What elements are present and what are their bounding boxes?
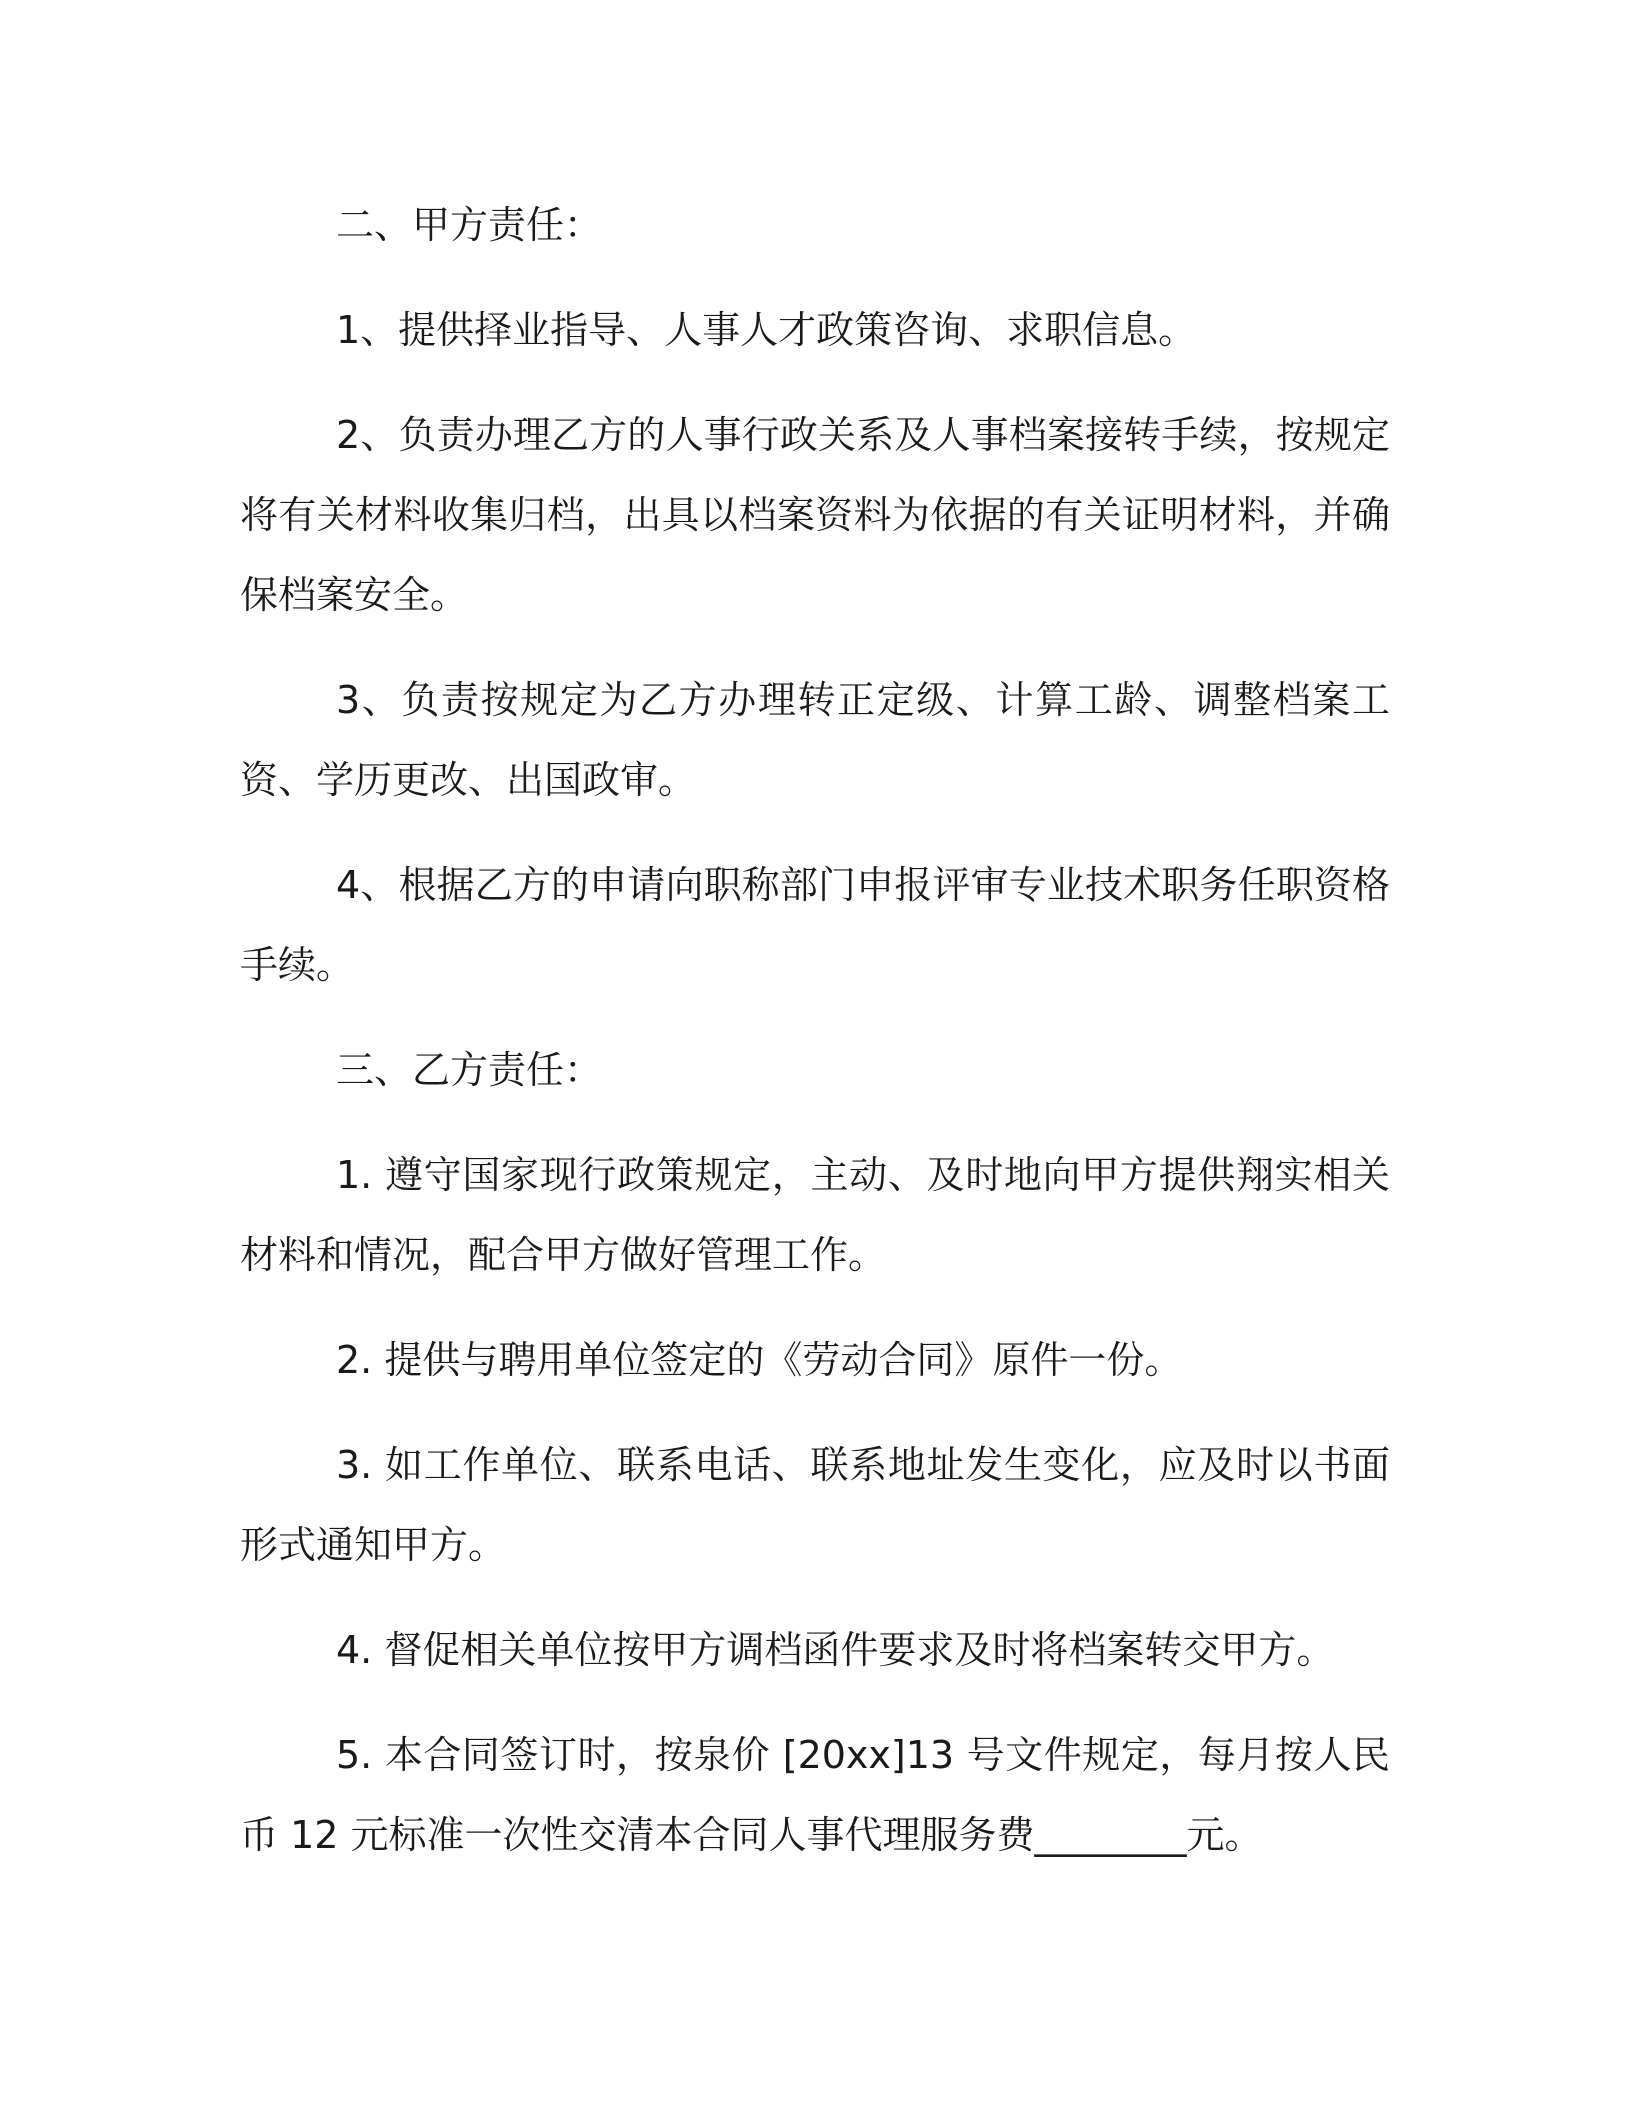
- document-body: [240, 185, 1390, 1900]
- section-heading-party-a: 二、甲方责任：: [336, 203, 603, 247]
- party-b-clause-1: 1. 遵守国家现行政策规定，主动、及时地向甲方提供翔实相关材料和情况，配合甲方做好管理工作。: [240, 1153, 1390, 1277]
- party-a-clause-1: 1、提供择业指导、人事人才政策咨询、求职信息。: [336, 308, 1197, 352]
- party-a-clause-3: 3、负责按规定为乙方办理转正定级、计算工龄、调整档案工资、学历更改、出国政审。: [240, 678, 1390, 802]
- party-b-clause-2: 2. 提供与聘用单位签定的《劳动合同》原件一份。: [336, 1338, 1183, 1382]
- party-a-clause-2: 2、负责办理乙方的人事行政关系及人事档案接转手续，按规定将有关材料收集归档，出具以档案资料为依据的有关证明材料，并确保档案安全。: [240, 413, 1390, 617]
- party-b-clause-4: 4. 督促相关单位按甲方调档函件要求及时将档案转交甲方。: [336, 1628, 1335, 1672]
- party-b-clause-3: 3. 如工作单位、联系电话、联系地址发生变化，应及时以书面形式通知甲方。: [240, 1443, 1390, 1567]
- party-b-clause-5: 5. 本合同签订时，按泉价 [20xx]13 号文件规定，每月按人民币 12 元标准一次性交清本合同人事代理服务费________元。: [240, 1733, 1390, 1857]
- party-a-clause-4: 4、根据乙方的申请向职称部门申报评审专业技术职务任职资格手续。: [240, 863, 1390, 987]
- section-heading-party-b: 三、乙方责任：: [336, 1048, 603, 1092]
